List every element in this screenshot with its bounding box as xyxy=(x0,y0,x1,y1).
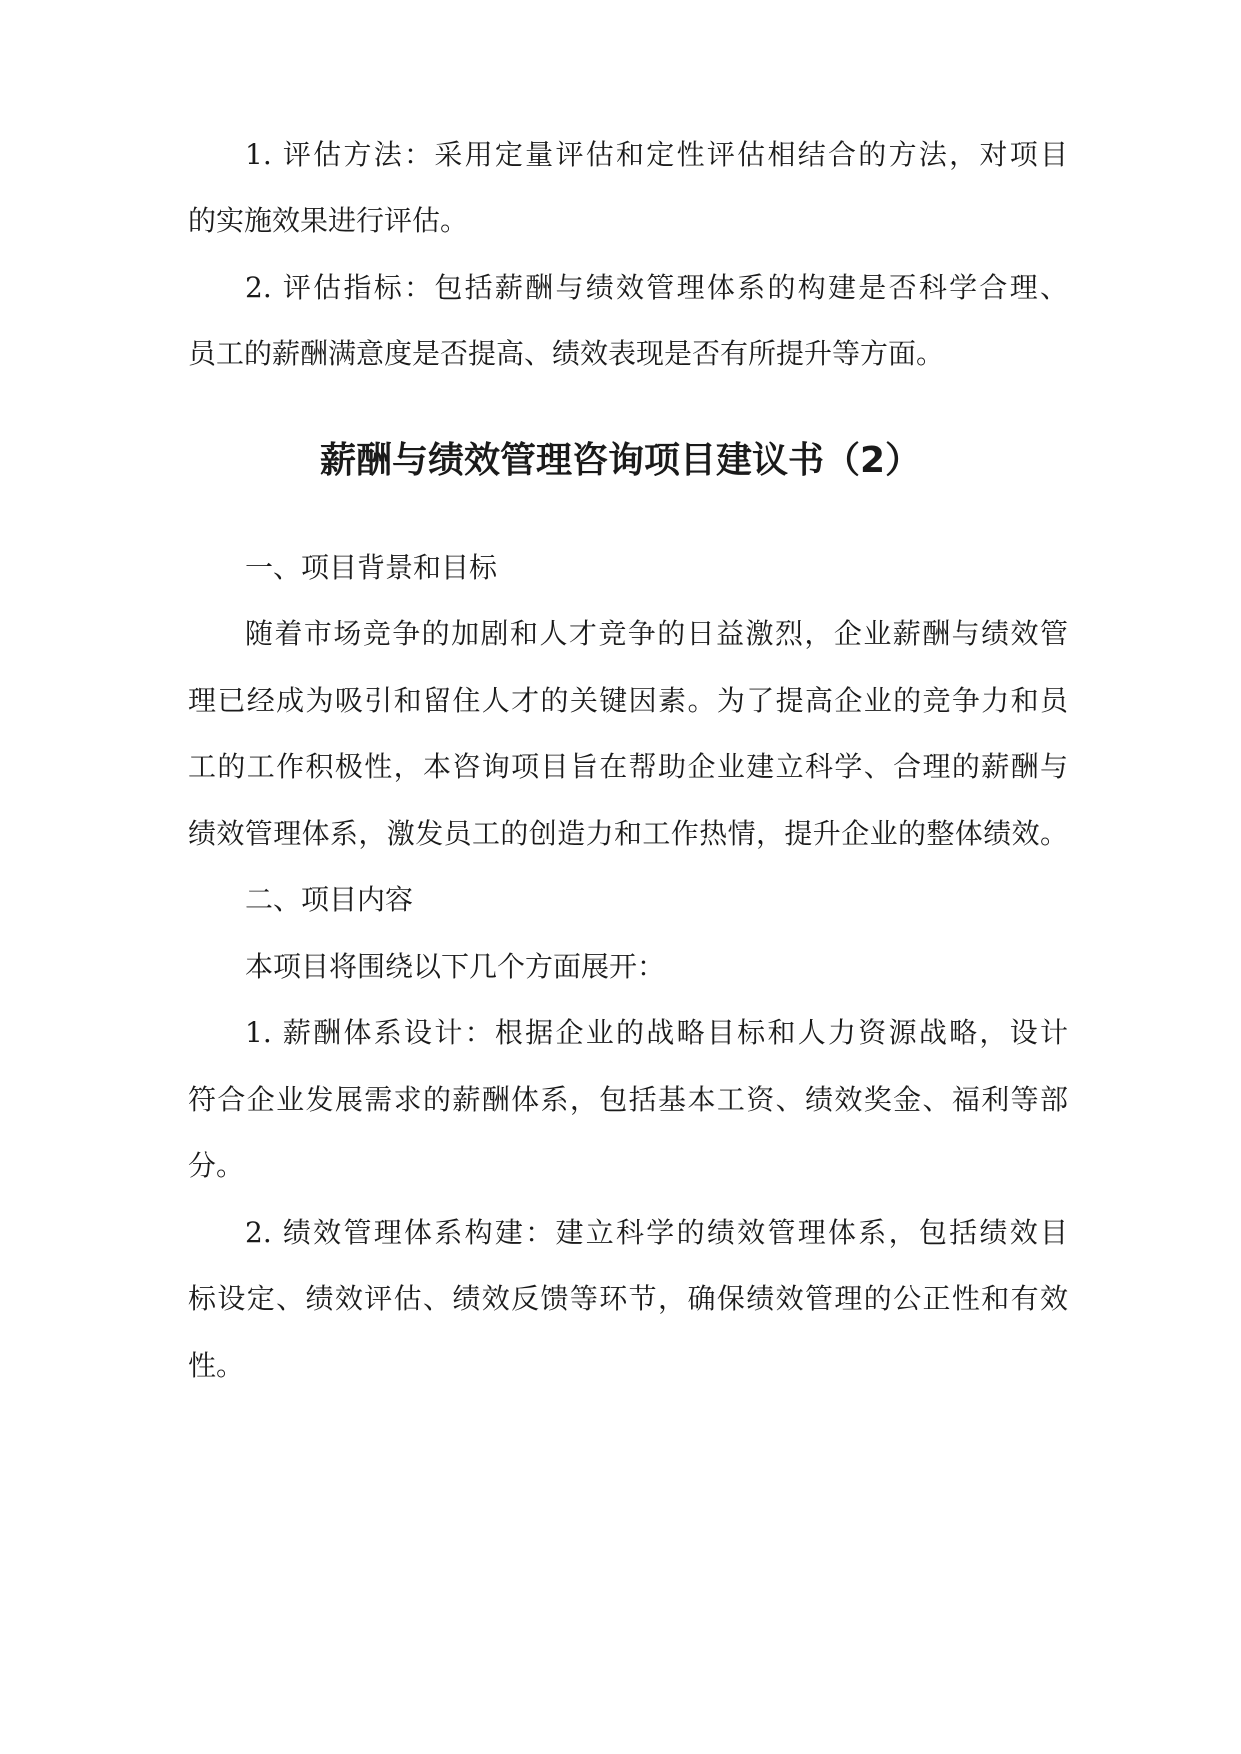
section2-intro: 本项目将围绕以下几个方面展开： xyxy=(245,950,666,983)
section2-item1-line3: 分。 xyxy=(188,1149,245,1182)
prev-item1-line2: 的实施效果进行评估。 xyxy=(188,204,469,237)
section2-item1-line1: 1. 薪酬体系设计：根据企业的战略目标和人力资源战略，设计 xyxy=(245,1016,1068,1049)
section1-para-line1: 随着市场竞争的加剧和人才竞争的日益激烈，企业薪酬与绩效管 xyxy=(245,617,1068,650)
prev-item1-line1: 1. 评估方法：采用定量评估和定性评估相结合的方法，对项目 xyxy=(245,138,1068,171)
section1-para-line2: 理已经成为吸引和留住人才的关键因素。为了提高企业的竞争力和员 xyxy=(188,684,1068,717)
section2-item2-line1: 2. 绩效管理体系构建：建立科学的绩效管理体系，包括绩效目 xyxy=(245,1216,1068,1249)
section2-item2-line2: 标设定、绩效评估、绩效反馈等环节，确保绩效管理的公正性和有效 xyxy=(188,1282,1068,1315)
prev-item2-line1: 2. 评估指标：包括薪酬与绩效管理体系的构建是否科学合理、 xyxy=(245,271,1068,304)
section1-heading: 一、项目背景和目标 xyxy=(245,551,498,584)
section2-heading: 二、项目内容 xyxy=(245,883,414,916)
document-title: 薪酬与绩效管理咨询项目建议书（2） xyxy=(319,440,922,481)
section1-para-line3: 工的工作积极性，本咨询项目旨在帮助企业建立科学、合理的薪酬与 xyxy=(188,750,1068,783)
prev-item2-line2: 员工的薪酬满意度是否提高、绩效表现是否有所提升等方面。 xyxy=(188,337,945,370)
section2-item2-line3: 性。 xyxy=(188,1349,245,1382)
section1-para-line4: 绩效管理体系，激发员工的创造力和工作热情，提升企业的整体绩效。 xyxy=(188,817,1068,850)
section2-item1-line2: 符合企业发展需求的薪酬体系，包括基本工资、绩效奖金、福利等部 xyxy=(188,1083,1068,1116)
